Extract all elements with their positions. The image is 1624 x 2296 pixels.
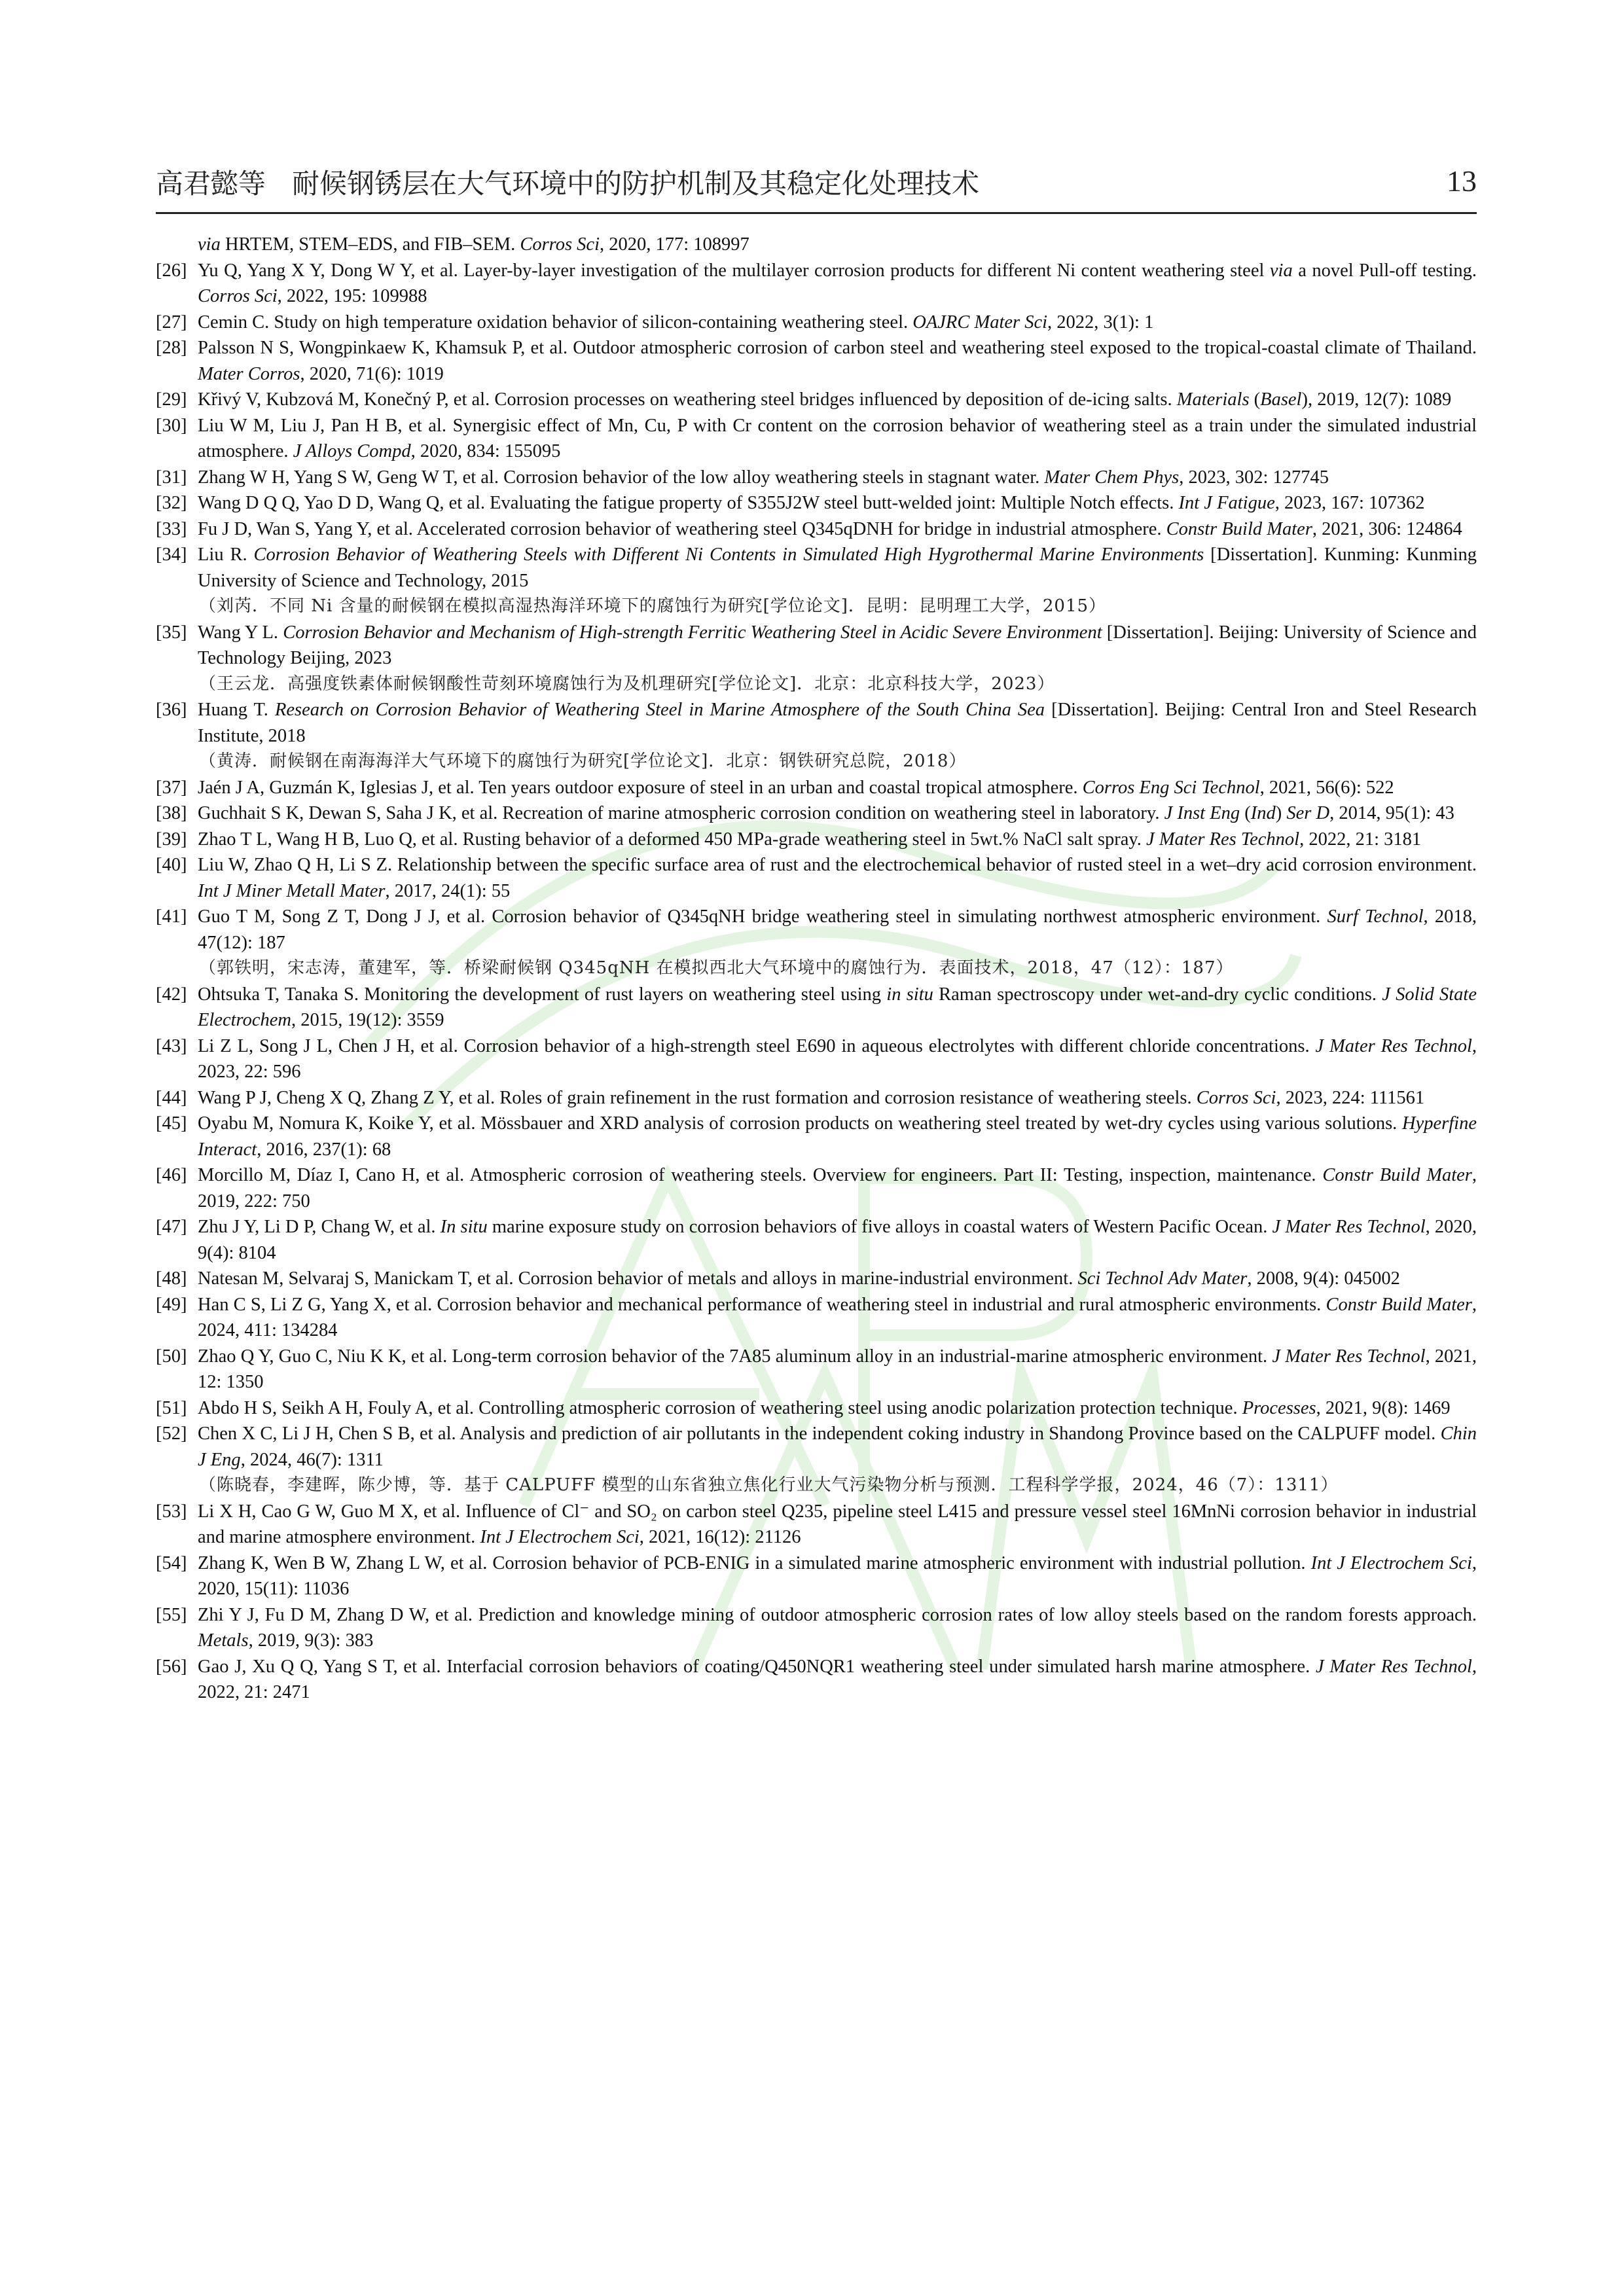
reference-item — [156, 1085, 1477, 1111]
reference-number: [39] — [156, 829, 187, 850]
reference-text-segment: a novel Pull-off testing. — [1292, 260, 1477, 281]
reference-text — [198, 312, 1153, 332]
reference-item — [156, 413, 1477, 465]
reference-text-segment: ( — [1240, 803, 1251, 823]
reference-item — [156, 1344, 1477, 1395]
reference-text — [198, 1295, 1477, 1341]
reference-italic-text: Int J Electrochem Sci — [1310, 1552, 1472, 1573]
reference-italic-text: Corrosion Behavior of Weathering Steels with Different Ni Contents in Simulated High Hygrothermal Marine Environments — [253, 545, 1204, 565]
reference-text — [198, 1217, 1477, 1263]
reference-text-segment: , 2023, 224: 111561 — [1276, 1087, 1425, 1108]
reference-text — [198, 338, 1477, 384]
reference-text-segment: Oyabu M, Nomura K, Koike Y, et al. Mössbauer and XRD analysis of corrosion products on weathering steel treated by wet-dry cycles using various solutions. — [198, 1113, 1403, 1134]
reference-italic-text: Basel — [1260, 389, 1302, 410]
reference-italic-text: Int J Electrochem Sci — [480, 1527, 640, 1547]
reference-italic-text: Chin J Eng — [198, 1424, 1477, 1470]
reference-text-segment: , 2020, 15(11): 11036 — [198, 1552, 1477, 1599]
reference-italic-text: Mater Corros — [198, 363, 300, 384]
reference-italic-text: in situ — [886, 984, 933, 1005]
reference-text-segment: , 2016, 237(1): 68 — [257, 1139, 391, 1160]
reference-text-segment: , 2020, 177: 108997 — [600, 234, 749, 255]
reference-text — [198, 622, 1477, 669]
reference-text-segment: Liu R. — [198, 545, 254, 565]
reference-item — [156, 1111, 1477, 1162]
reference-number: [27] — [156, 312, 187, 332]
reference-text-segment: , 2019, 9(3): 383 — [248, 1630, 374, 1651]
reference-number: [47] — [156, 1217, 187, 1237]
reference-item — [156, 697, 1477, 775]
reference-text-segment: Cemin C. Study on high temperature oxidation behavior of silicon-containing weathering steel. — [198, 312, 913, 332]
reference-italic-text: via — [1269, 260, 1293, 281]
reference-number: [43] — [156, 1035, 187, 1056]
reference-item — [156, 904, 1477, 982]
reference-italic-text: Constr Build Mater — [1326, 1294, 1472, 1315]
reference-italic-text: Hyperfine Interact — [198, 1113, 1477, 1160]
reference-text-segment: Zhao T L, Wang H B, Luo Q, et al. Rusting behavior of a deformed 450 MPa-grade weathering steel in 5wt.% NaCl salt spray. — [198, 829, 1147, 850]
reference-number: [37] — [156, 777, 187, 798]
reference-item — [156, 1499, 1477, 1551]
reference-text — [198, 1036, 1477, 1083]
reference-italic-text: J Mater Res Technol — [1272, 1346, 1426, 1367]
reference-text-segment: Zhu J Y, Li D P, Chang W, et al. — [198, 1217, 441, 1237]
reference-text — [198, 1088, 1424, 1108]
reference-text — [198, 803, 1454, 823]
reference-text-segment: Abdo H S, Seikh A H, Fouly A, et al. Controlling atmospheric corrosion of weathering steel using anodic polarization protection technique. — [198, 1397, 1242, 1418]
reference-item — [156, 852, 1477, 904]
reference-text-segment: Wang D Q Q, Yao D D, Wang Q, et al. Evaluating the fatigue property of S355J2W steel butt-welded joint: Multiple Notch effects. — [198, 493, 1179, 513]
reference-number: [36] — [156, 700, 187, 720]
reference-italic-text: J Mater Res Technol — [1315, 1656, 1472, 1677]
reference-text-segment: [Dissertation]. Beijing: University of Science and Technology Beijing, 2023 — [198, 622, 1477, 668]
reference-text — [198, 1553, 1477, 1600]
reference-item — [156, 620, 1477, 698]
reference-text-segment: Gao J, Xu Q Q, Yang S T, et al. Interfacial corrosion behaviors of coating/Q450NQR1 weathering steel under simulated harsh marine atmosphere. — [198, 1656, 1316, 1677]
reference-text-segment: HRTEM, STEM–EDS, and FIB–SEM. — [220, 234, 520, 255]
reference-text-segment: Natesan M, Selvaraj S, Manickam T, et al. Corrosion behavior of metals and alloys in marine-industrial environment. — [198, 1268, 1078, 1289]
reference-item — [156, 1421, 1477, 1499]
reference-text-segment: Wang P J, Cheng X Q, Zhang Z Y, et al. Roles of grain refinement in the rust formation and corrosion resistance of weathering steels. — [198, 1087, 1197, 1108]
reference-italic-text: J Inst Eng — [1164, 803, 1240, 823]
reference-text — [198, 855, 1477, 901]
reference-italic-text: Constr Build Mater — [1322, 1165, 1472, 1185]
reference-item — [156, 1292, 1477, 1344]
reference-text — [198, 906, 1477, 953]
reference-number: [44] — [156, 1087, 187, 1108]
reference-item — [156, 516, 1477, 543]
reference-text — [198, 1346, 1477, 1393]
reference-text-segment: , 2014, 95(1): 43 — [1329, 803, 1454, 823]
reference-text-segment: , 2021, 16(12): 21126 — [639, 1527, 801, 1547]
reference-text — [198, 389, 1451, 410]
page-number: 13 — [1447, 164, 1477, 198]
reference-chinese-translation: （黄涛．耐候钢在南海海洋大气环境下的腐蚀行为研究[学位论文]．北京：钢铁研究总院，2018） — [199, 751, 967, 771]
reference-item — [156, 982, 1477, 1033]
reference-text-segment: Raman spectroscopy under wet-and-dry cyclic conditions. — [933, 984, 1382, 1005]
reference-number: [41] — [156, 906, 187, 927]
reference-italic-text: Ind — [1250, 803, 1276, 823]
reference-text-segment: Morcillo M, Díaz I, Cano H, et al. Atmospheric corrosion of weathering steels. Overview for engineers. Part II: Testing, inspection, maintenance. — [198, 1165, 1323, 1185]
reference-item — [156, 1033, 1477, 1085]
reference-item — [156, 827, 1477, 853]
reference-number: [40] — [156, 855, 187, 875]
reference-text — [198, 1268, 1400, 1289]
reference-italic-text: Corros Sci — [198, 286, 278, 306]
reference-item — [156, 542, 1477, 620]
reference-number: [55] — [156, 1604, 187, 1625]
reference-italic-text: J Alloys Compd — [293, 441, 411, 461]
reference-number: [51] — [156, 1397, 187, 1418]
reference-item — [156, 1654, 1477, 1706]
reference-text-segment: Yu Q, Yang X Y, Dong W Y, et al. Layer-by-layer investigation of the multilayer corrosion products for different Ni content weathering steel — [198, 260, 1270, 281]
reference-text — [198, 234, 749, 255]
reference-text-segment: [Dissertation]. Beijing: Central Iron and Steel Research Institute, 2018 — [198, 700, 1477, 746]
running-header — [156, 160, 1477, 214]
reference-text-segment: , 2021, 306: 124864 — [1312, 518, 1462, 539]
reference-text-segment: ( — [1249, 389, 1261, 410]
reference-text-segment: Křivý V, Kubzová M, Konečný P, et al. Corrosion processes on weathering steel bridges influenced by deposition of de-icing salts. — [198, 389, 1177, 410]
reference-number: [28] — [156, 338, 187, 358]
reference-italic-text: Materials — [1176, 389, 1250, 410]
reference-text-segment: Zhang W H, Yang S W, Geng W T, et al. Corrosion behavior of the low alloy weathering steels in stagnant water. — [198, 467, 1045, 488]
reference-italic-text: Corros Sci — [520, 234, 600, 255]
reference-number: [31] — [156, 467, 187, 488]
reference-text — [198, 1605, 1477, 1651]
reference-item — [156, 1162, 1477, 1214]
reference-italic-text: Ser D — [1286, 803, 1330, 823]
reference-text-segment: , 2019, 222: 750 — [198, 1165, 1477, 1211]
reference-text — [198, 260, 1477, 307]
reference-text-segment: , 2023, 302: 127745 — [1179, 467, 1329, 488]
reference-number: [32] — [156, 493, 187, 513]
reference-text — [198, 778, 1394, 798]
reference-text-segment: , 2023, 167: 107362 — [1274, 493, 1425, 513]
reference-text-segment: , 2023, 22: 596 — [198, 1035, 1477, 1082]
reference-text-segment: [Dissertation]. Kunming: Kunming University of Science and Technology, 2015 — [198, 545, 1477, 591]
reference-text-segment: Li Z L, Song J L, Chen J H, et al. Corrosion behavior of a high-strength steel E690 in aqueous electrolytes with different chloride concentrations. — [198, 1035, 1316, 1056]
reference-text — [198, 1501, 1477, 1548]
reference-text-segment: Liu W M, Liu J, Pan H B, et al. Synergisic effect of Mn, Cu, P with Cr content on the corrosion behavior of weathering steel as a train under the simulated industrial atmosphere. — [198, 415, 1477, 461]
reference-item — [156, 800, 1477, 827]
reference-italic-text: Metals — [198, 1630, 249, 1651]
reference-italic-text: Sci Technol Adv Mater — [1077, 1268, 1248, 1289]
reference-number: [42] — [156, 984, 187, 1005]
reference-number: [48] — [156, 1268, 187, 1289]
reference-number: [49] — [156, 1294, 187, 1315]
reference-italic-text: Int J Miner Metall Mater — [198, 880, 386, 901]
reference-italic-text: J Mater Res Technol — [1146, 829, 1300, 850]
reference-italic-text: J Mater Res Technol — [1272, 1217, 1426, 1237]
reference-text-segment: , 2021, 9(8): 1469 — [1316, 1397, 1451, 1418]
reference-number: [26] — [156, 260, 187, 281]
reference-item — [156, 335, 1477, 387]
reference-text-segment: , 2018, 47(12): 187 — [198, 906, 1477, 953]
header-title-line — [156, 162, 979, 202]
reference-text-segment: , 2020, 9(4): 8104 — [198, 1217, 1477, 1263]
reference-text-segment: , 2022, 195: 109988 — [277, 286, 427, 306]
reference-text-segment: Fu J D, Wan S, Yang Y, et al. Accelerated corrosion behavior of weathering steel Q345qDNH for bridge in industrial atmosphere. — [198, 518, 1166, 539]
reference-chinese-translation: （刘芮．不同 Ni 含量的耐候钢在模拟高湿热海洋环境下的腐蚀行为研究[学位论文]．昆明：昆明理工大学，2015） — [199, 596, 1107, 616]
reference-italic-text: Corrosion Behavior and Mechanism of High-strength Ferritic Weathering Steel in Acidic Severe Environment — [283, 622, 1102, 643]
reference-text-segment: , 2022, 21: 2471 — [198, 1656, 1477, 1702]
reference-italic-text: via — [198, 234, 221, 255]
reference-text-segment: Zhi Y J, Fu D M, Zhang D W, et al. Prediction and knowledge mining of outdoor atmospheric corrosion rates of low alloy steels based on the random forests approach. — [198, 1604, 1477, 1625]
reference-number: [46] — [156, 1165, 187, 1185]
reference-text-segment: Zhao Q Y, Guo C, Niu K K, et al. Long-term corrosion behavior of the 7A85 aluminum alloy in an industrial-marine atmospheric environment. — [198, 1346, 1272, 1367]
reference-italic-text: J Solid State Electrochem — [198, 984, 1477, 1030]
reference-text-segment: , 2020, 71(6): 1019 — [300, 363, 444, 384]
reference-number: [52] — [156, 1424, 187, 1444]
reference-chinese-translation: （陈晓春，李建晖，陈少博，等．基于 CALPUFF 模型的山东省独立焦化行业大气污染物分析与预测．工程科学学报，2024，46（7）：1311） — [199, 1475, 1339, 1495]
reference-number: [56] — [156, 1656, 187, 1677]
reference-italic-text: Corros Eng Sci Technol — [1082, 777, 1260, 798]
reference-item — [156, 232, 1477, 258]
reference-text-segment: Liu W, Zhao Q H, Li S Z. Relationship between the specific surface area of rust and the electrochemical behavior of rusted steel in a wet–dry acid corrosion environment. — [198, 855, 1477, 875]
reference-text-segment: , 2008, 9(4): 045002 — [1247, 1268, 1400, 1289]
reference-italic-text: Surf Technol — [1327, 906, 1424, 927]
reference-text-segment: , 2024, 411: 134284 — [198, 1294, 1477, 1340]
reference-text — [198, 1398, 1451, 1418]
reference-text-segment: , 2022, 21: 3181 — [1299, 829, 1422, 850]
reference-text-segment: , 2021, 56(6): 522 — [1259, 777, 1394, 798]
reference-text-segment: , 2017, 24(1): 55 — [385, 880, 511, 901]
reference-text-segment: , 2022, 3(1): 1 — [1047, 312, 1154, 332]
reference-text — [198, 416, 1477, 462]
reference-item — [156, 258, 1477, 310]
reference-text — [198, 493, 1425, 513]
reference-item — [156, 1266, 1477, 1292]
reference-text-segment: Guchhait S K, Dewan S, Saha J K, et al. Recreation of marine atmospheric corrosion condition on weathering steel in laboratory. — [198, 803, 1164, 823]
reference-number: [50] — [156, 1346, 187, 1367]
reference-text — [198, 700, 1477, 746]
reference-item — [156, 1602, 1477, 1654]
reference-text-segment: , 2015, 19(12): 3559 — [291, 1010, 444, 1030]
reference-text-segment: Ohtsuka T, Tanaka S. Monitoring the development of rust layers on weathering steel using — [198, 984, 887, 1005]
reference-text — [198, 1165, 1477, 1211]
reference-item — [156, 1551, 1477, 1602]
reference-item — [156, 490, 1477, 516]
reference-text-segment: Li X H, Cao G W, Guo M X, et al. Influence of Cl⁻ and SO₂ on carbon steel Q235, pipeline steel L415 and pressure vessel steel 16MnNi corrosion behavior in industrial and marine atmosphere environment. — [198, 1501, 1477, 1547]
reference-item — [156, 310, 1477, 336]
reference-text-segment: ), 2019, 12(7): 1089 — [1301, 389, 1452, 410]
reference-italic-text: Int J Fatigue — [1178, 493, 1275, 513]
reference-number: [33] — [156, 518, 187, 539]
reference-text — [198, 1657, 1477, 1703]
reference-text-segment: Chen X C, Li J H, Chen S B, et al. Analysis and prediction of air pollutants in the independent coking industry in Shandong Province based on the CALPUFF model. — [198, 1424, 1441, 1444]
reference-italic-text: OAJRC Mater Sci — [912, 312, 1048, 332]
reference-item — [156, 775, 1477, 801]
reference-text — [198, 467, 1329, 488]
reference-text — [198, 519, 1462, 539]
reference-text-segment: , 2024, 46(7): 1311 — [240, 1449, 384, 1470]
reference-item — [156, 465, 1477, 491]
reference-text-segment: Han C S, Li Z G, Yang X, et al. Corrosion behavior and mechanical performance of weathering steel in industrial and rural atmospheric environments. — [198, 1294, 1326, 1315]
reference-number: [45] — [156, 1113, 187, 1134]
reference-text-segment: Wang Y L. — [198, 622, 283, 643]
header-authors: 高君懿等 — [156, 168, 266, 200]
reference-text — [198, 984, 1477, 1031]
reference-number: [30] — [156, 415, 187, 436]
reference-text-segment: Guo T M, Song Z T, Dong J J, et al. Corrosion behavior of Q345qNH bridge weathering steel in simulating northwest atmospheric environment. — [198, 906, 1327, 927]
reference-chinese-translation: （郭铁明，宋志涛，董建军，等．桥梁耐候钢 Q345qNH 在模拟西北大气环境中的腐蚀行为．表面技术，2018，47（12）：187） — [199, 958, 1234, 978]
reference-italic-text: J Mater Res Technol — [1315, 1035, 1472, 1056]
reference-text-segment: Palsson N S, Wongpinkaew K, Khamsuk P, et al. Outdoor atmospheric corrosion of carbon steel and weathering steel exposed to the tropical-coastal climate of Thailand. — [198, 338, 1477, 358]
reference-italic-text: In situ — [440, 1217, 488, 1237]
reference-number: [38] — [156, 803, 187, 823]
reference-number: [53] — [156, 1501, 187, 1522]
header-article-title: 耐候钢锈层在大气环境中的防护机制及其稳定化处理技术 — [292, 168, 980, 200]
reference-text — [198, 545, 1477, 591]
reference-italic-text: Processes — [1242, 1397, 1316, 1418]
reference-item — [156, 1214, 1477, 1266]
reference-text-segment: , 2021, 12: 1350 — [198, 1346, 1477, 1392]
reference-item — [156, 387, 1477, 413]
reference-number: [35] — [156, 622, 187, 643]
reference-text-segment: marine exposure study on corrosion behaviors of five alloys in coastal waters of Western Pacific Ocean. — [487, 1217, 1272, 1237]
reference-text — [198, 1113, 1477, 1160]
reference-list — [156, 232, 1477, 1706]
reference-text-segment: Huang T. — [198, 700, 275, 720]
reference-text-segment: Zhang K, Wen B W, Zhang L W, et al. Corrosion behavior of PCB-ENIG in a simulated marine atmospheric environment with industrial pollution. — [198, 1552, 1311, 1573]
reference-number: [29] — [156, 389, 187, 410]
reference-text — [198, 829, 1421, 850]
reference-text-segment: ) — [1275, 803, 1287, 823]
reference-text-segment: Jaén J A, Guzmán K, Iglesias J, et al. Ten years outdoor exposure of steel in an urban and coastal tropical atmosphere. — [198, 777, 1083, 798]
reference-text — [198, 1424, 1477, 1470]
reference-number: [54] — [156, 1552, 187, 1573]
reference-italic-text: Corros Sci — [1196, 1087, 1276, 1108]
reference-number: [34] — [156, 545, 187, 565]
reference-item — [156, 1395, 1477, 1422]
reference-italic-text: Mater Chem Phys — [1044, 467, 1180, 488]
reference-italic-text: Research on Corrosion Behavior of Weathering Steel in Marine Atmosphere of the South China Sea — [274, 700, 1045, 720]
reference-italic-text: Constr Build Mater — [1166, 518, 1312, 539]
reference-text-segment: , 2020, 834: 155095 — [410, 441, 561, 461]
reference-chinese-translation: （王云龙．高强度铁素体耐候钢酸性苛刻环境腐蚀行为及机理研究[学位论文]．北京：北京科技大学，2023） — [199, 673, 1055, 694]
